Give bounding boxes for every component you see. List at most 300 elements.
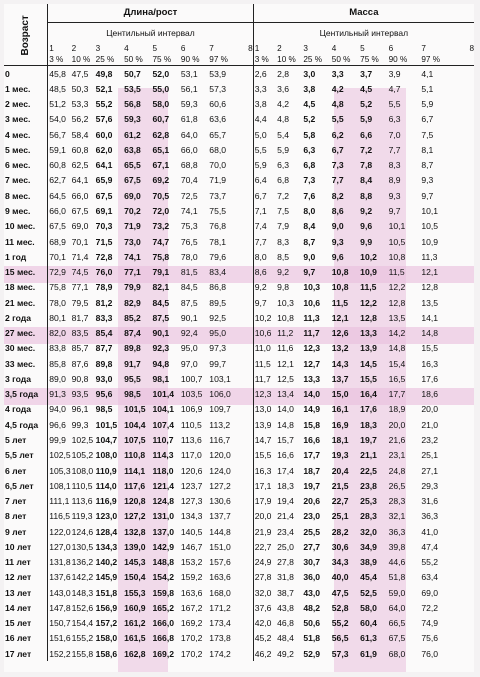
- mass-value: 27,1: [421, 465, 439, 476]
- length-value: 63,6: [209, 114, 227, 125]
- mass-spacer: [453, 66, 474, 82]
- mass-spacer: [453, 310, 474, 325]
- length-value: 79,5: [71, 297, 89, 308]
- length-value: 98,5: [95, 404, 113, 415]
- length-value: 71,9: [209, 175, 227, 186]
- mass-value: 5,9: [360, 114, 373, 125]
- length-value: 82,0: [48, 326, 71, 341]
- mass-value: 7,2: [277, 190, 290, 201]
- mass-value: 20,4: [331, 465, 349, 476]
- length-value: 56,2: [71, 114, 89, 125]
- length-value: 53,3: [71, 99, 89, 110]
- table-row: [4, 539, 474, 554]
- table-row: [4, 356, 474, 371]
- mass-value: 26,5: [388, 480, 406, 491]
- mass-value: 9,7: [421, 190, 434, 201]
- length-value: 89,8: [95, 358, 113, 369]
- length-value: 159,2: [180, 572, 203, 583]
- mass-value: 3,8: [303, 83, 316, 94]
- length-value: 67,1: [152, 160, 170, 171]
- mass-value: 10,2: [360, 251, 377, 262]
- length-value: 67,5: [95, 190, 113, 201]
- mass-spacer: [453, 203, 474, 218]
- length-value: 102,5: [48, 448, 71, 463]
- mass-value: 7,9: [277, 221, 290, 232]
- length-value: 72,5: [180, 190, 198, 201]
- mass-value: 16,6: [277, 450, 294, 461]
- mass-spacer: [453, 432, 474, 447]
- length-value: 83,8: [48, 341, 71, 356]
- mass-value: 3,0: [303, 68, 316, 79]
- length-value: 70,4: [180, 175, 198, 186]
- length-spacer: [243, 646, 253, 661]
- mass-spacer: [453, 631, 474, 646]
- mass-value: 4,1: [421, 68, 434, 79]
- mass-value: 9,7: [388, 206, 401, 217]
- length-value: 152,2: [48, 646, 71, 661]
- length-value: 152,6: [71, 602, 94, 613]
- mass-value: 14,0: [277, 404, 294, 415]
- length-value: 53,1: [180, 68, 198, 79]
- length-value: 154,2: [152, 572, 174, 583]
- length-value: 54,0: [48, 112, 71, 127]
- mass-value: 10,9: [421, 236, 439, 247]
- table-row: [4, 509, 474, 524]
- table-row: [4, 127, 474, 142]
- age-cell: 3,5 года: [5, 389, 39, 400]
- mass-value: 8,6: [253, 264, 276, 279]
- length-value: 111,1: [48, 493, 71, 508]
- mass-spacer: [453, 249, 474, 264]
- mass-value: 19,7: [303, 480, 321, 491]
- length-spacer: [243, 478, 253, 493]
- mass-value: 10,9: [360, 267, 377, 278]
- length-value: 114,1: [124, 465, 146, 476]
- length-value: 87,5: [152, 312, 170, 323]
- length-value: 166,8: [152, 633, 174, 644]
- mass-spacer: [453, 264, 474, 279]
- length-value: 95,6: [95, 389, 113, 400]
- length-value: 137,6: [48, 570, 71, 585]
- length-value: 90,8: [71, 373, 89, 384]
- length-value: 68,8: [180, 160, 198, 171]
- length-value: 66,0: [180, 144, 198, 155]
- mass-percent-label: 75 %: [359, 54, 387, 66]
- length-value: 174,2: [209, 648, 231, 659]
- mass-value: 12,2: [388, 282, 406, 293]
- length-spacer: [243, 264, 253, 279]
- age-cell: 17 лет: [5, 648, 32, 659]
- mass-value: 6,6: [360, 129, 373, 140]
- length-value: 145,9: [95, 572, 118, 583]
- length-value: 168,0: [209, 587, 231, 598]
- mass-value: 21,9: [253, 524, 276, 539]
- mass-value: 21,4: [277, 511, 294, 522]
- mass-spacer: [453, 539, 474, 554]
- mass-value: 6,8: [303, 160, 316, 171]
- length-value: 94,0: [48, 402, 71, 417]
- mass-value: 4,7: [388, 83, 401, 94]
- mass-value: 27,8: [253, 570, 276, 585]
- length-value: 74,7: [152, 236, 170, 247]
- mass-interval-number: 3: [303, 43, 308, 53]
- mass-value: 12,8: [388, 297, 406, 308]
- mass-value: 56,5: [331, 633, 349, 644]
- mass-value: 4,8: [331, 99, 344, 110]
- length-value: 161,5: [124, 633, 146, 644]
- mass-value: 16,3: [253, 463, 276, 478]
- length-percent-label: 10 %: [71, 54, 95, 66]
- age-cell: 15 мес.: [5, 267, 36, 278]
- mass-value: 72,2: [421, 602, 439, 613]
- length-value: 79,6: [209, 251, 227, 262]
- mass-value: 52,5: [360, 587, 377, 598]
- mass-value: 16,1: [331, 404, 349, 415]
- mass-value: 4,2: [277, 99, 290, 110]
- mass-value: 16,4: [360, 389, 377, 400]
- table-row: [4, 81, 474, 96]
- length-spacer: [243, 310, 253, 325]
- mass-value: 25,0: [277, 541, 294, 552]
- mass-spacer: [453, 112, 474, 127]
- mass-value: 27,8: [277, 557, 294, 568]
- length-value: 158,6: [95, 648, 118, 659]
- length-value: 60,0: [95, 129, 113, 140]
- mass-value: 17,7: [303, 450, 321, 461]
- length-value: 45,8: [48, 66, 71, 82]
- length-value: 67,5: [48, 219, 71, 234]
- length-value: 148,8: [152, 557, 174, 568]
- length-value: 100,7: [180, 373, 203, 384]
- age-cell: 33 мес.: [5, 358, 36, 369]
- length-value: 155,2: [71, 633, 94, 644]
- mass-value: 11,3: [421, 251, 438, 262]
- length-value: 79,1: [152, 267, 170, 278]
- length-value: 134,3: [95, 541, 118, 552]
- mass-value: 28,3: [388, 496, 406, 507]
- mass-value: 7,3: [303, 175, 316, 186]
- length-value: 70,5: [152, 190, 170, 201]
- length-spacer: [243, 188, 253, 203]
- length-value: 130,5: [71, 541, 94, 552]
- mass-value: 9,7: [303, 267, 316, 278]
- table-row: [4, 173, 474, 188]
- age-cell: 6 лет: [5, 465, 27, 476]
- table-row: [4, 448, 474, 463]
- age-cell: 13 лет: [5, 587, 32, 598]
- mass-value: 10,8: [331, 267, 349, 278]
- length-spacer: [243, 112, 253, 127]
- age-cell: 11 мес.: [5, 236, 35, 247]
- table-row: [4, 264, 474, 279]
- age-cell: 4 мес.: [5, 129, 31, 140]
- length-spacer: [243, 509, 253, 524]
- length-spacer: [243, 371, 253, 386]
- length-value: 65,9: [95, 175, 113, 186]
- mass-spacer: [453, 524, 474, 539]
- mass-value: 15,5: [360, 373, 377, 384]
- mass-value: 9,6: [360, 221, 373, 232]
- mass-value: 75,6: [421, 633, 439, 644]
- mass-value: 7,4: [253, 219, 276, 234]
- length-value: 85,8: [48, 356, 71, 371]
- length-value: 50,7: [124, 68, 141, 79]
- length-value: 96,1: [71, 404, 89, 415]
- mass-value: 36,0: [303, 572, 321, 583]
- length-value: 116,9: [95, 496, 117, 507]
- length-interval-number: 8: [248, 43, 253, 53]
- length-value: 124,6: [71, 526, 94, 537]
- mass-value: 9,2: [360, 206, 373, 217]
- age-cell: 3 мес.: [5, 114, 31, 125]
- mass-value: 5,5: [331, 114, 344, 125]
- mass-value: 11,5: [331, 297, 349, 308]
- length-value: 120,0: [209, 450, 231, 461]
- mass-value: 32,0: [253, 585, 276, 600]
- age-cell: 16 лет: [5, 633, 32, 644]
- mass-value: 14,3: [331, 358, 349, 369]
- mass-value: 17,1: [253, 478, 276, 493]
- mass-value: 8,5: [277, 251, 290, 262]
- age-cell: 5,5 лет: [5, 450, 34, 461]
- mass-value: 4,2: [331, 83, 344, 94]
- table-row: [4, 524, 474, 539]
- age-cell: 27 мес.: [5, 328, 36, 339]
- length-spacer: [243, 249, 253, 264]
- mass-value: 43,0: [303, 587, 321, 598]
- mass-interval-number: 8: [469, 43, 474, 53]
- mass-value: 10,3: [303, 282, 321, 293]
- length-value: 69,1: [95, 206, 113, 217]
- length-value: 162,8: [124, 648, 146, 659]
- mass-value: 67,5: [388, 633, 406, 644]
- mass-value: 48,4: [277, 633, 294, 644]
- length-value: 83,5: [71, 328, 89, 339]
- length-value: 60,8: [48, 158, 71, 173]
- mass-value: 14,8: [388, 343, 406, 354]
- mass-value: 7,5: [277, 206, 290, 217]
- length-value: 67,5: [124, 175, 141, 186]
- table-row: [4, 280, 474, 295]
- length-value: 66,0: [48, 203, 71, 218]
- mass-percent-label: 10 %: [276, 54, 302, 66]
- mass-value: 12,7: [303, 358, 321, 369]
- length-value: 98,5: [124, 389, 141, 400]
- mass-value: 9,0: [331, 221, 344, 232]
- mass-value: 2,6: [253, 66, 276, 82]
- length-value: 87,5: [180, 297, 198, 308]
- table-row: [4, 66, 474, 82]
- mass-value: 10,6: [303, 297, 321, 308]
- mass-value: 16,9: [331, 419, 349, 430]
- mass-value: 9,9: [360, 236, 373, 247]
- mass-value: 25,3: [360, 496, 377, 507]
- length-value: 87,7: [95, 343, 113, 354]
- mass-value: 15,7: [277, 435, 294, 445]
- mass-value: 8,0: [303, 206, 316, 217]
- mass-value: 10,3: [277, 297, 294, 308]
- age-cell: 1 год: [5, 251, 27, 262]
- mass-value: 36,3: [388, 526, 406, 537]
- mass-value: 11,6: [277, 343, 294, 354]
- table-row: [4, 493, 474, 508]
- length-spacer: [243, 280, 253, 295]
- mass-value: 13,9: [360, 343, 377, 354]
- length-value: 127,2: [209, 480, 231, 491]
- age-cell: 5 лет: [5, 435, 27, 445]
- mass-spacer: [453, 616, 474, 631]
- length-spacer: [243, 326, 253, 341]
- mass-interval-number: 6: [388, 43, 394, 53]
- mass-spacer: [453, 356, 474, 371]
- length-value: 140,5: [180, 526, 203, 537]
- mass-value: 61,3: [360, 633, 377, 644]
- length-spacer: [243, 219, 253, 234]
- length-value: 104,7: [95, 435, 118, 445]
- mass-value: 14,8: [421, 328, 439, 339]
- length-spacer: [243, 463, 253, 478]
- length-value: 151,0: [209, 541, 231, 552]
- length-value: 106,0: [209, 389, 231, 400]
- mass-interval-number: 4: [331, 43, 337, 53]
- mass-value: 36,3: [421, 511, 439, 522]
- mass-value: 15,8: [303, 419, 321, 430]
- mass-value: 15,4: [388, 358, 406, 369]
- mass-value: 17,6: [421, 373, 439, 384]
- mass-value: 29,3: [421, 480, 439, 491]
- mass-value: 8,0: [253, 249, 276, 264]
- length-value: 70,3: [95, 221, 113, 232]
- table-row: [4, 646, 474, 661]
- age-cell: 8 лет: [5, 511, 27, 522]
- length-spacer: [243, 97, 253, 112]
- mass-spacer: [453, 326, 474, 341]
- length-value: 120,8: [124, 496, 146, 507]
- age-cell: 7 мес.: [5, 175, 31, 186]
- mass-value: 41,0: [421, 526, 439, 537]
- length-value: 163,6: [209, 572, 231, 583]
- mass-value: 24,8: [388, 465, 406, 476]
- age-cell: 6 мес.: [5, 160, 31, 171]
- table-row: [4, 341, 474, 356]
- length-spacer: [243, 432, 253, 447]
- length-value: 113,6: [71, 496, 93, 507]
- length-value: 120,6: [180, 465, 203, 476]
- table-row: [4, 310, 474, 325]
- mass-value: 18,9: [388, 404, 406, 415]
- length-value: 93,5: [71, 389, 89, 400]
- length-value: 123,0: [95, 511, 118, 522]
- length-value: 140,2: [95, 557, 118, 568]
- length-percent-label: 97 %: [208, 54, 243, 66]
- mass-value: 13,5: [421, 297, 439, 308]
- mass-interval-number: 7: [421, 43, 426, 53]
- length-value: 101,5: [95, 419, 118, 430]
- mass-value: 23,2: [421, 435, 439, 445]
- mass-value: 12,5: [277, 373, 294, 384]
- length-value: 82,9: [124, 297, 141, 308]
- mass-value: 8,9: [388, 175, 401, 186]
- length-value: 55,2: [95, 99, 113, 110]
- mass-value: 7,1: [253, 203, 276, 218]
- length-value: 99,3: [71, 419, 89, 430]
- length-value: 107,5: [124, 435, 146, 445]
- length-value: 84,5: [180, 282, 198, 293]
- mass-value: 12,1: [421, 267, 439, 278]
- mass-value: 14,1: [421, 312, 439, 323]
- length-value: 74,1: [180, 206, 198, 217]
- length-value: 70,1: [71, 236, 89, 247]
- mass-value: 3,8: [253, 97, 276, 112]
- table-row: [4, 188, 474, 203]
- table-row: [4, 203, 474, 218]
- mass-value: 8,7: [303, 236, 316, 247]
- length-value: 64,1: [71, 175, 89, 186]
- length-value: 136,2: [71, 557, 94, 568]
- length-value: 109,7: [209, 404, 231, 415]
- length-spacer: [243, 631, 253, 646]
- length-value: 69,2: [152, 175, 170, 186]
- table-row: [4, 600, 474, 615]
- mass-value: 6,7: [421, 114, 434, 125]
- length-value: 67,5: [71, 206, 89, 217]
- mass-value: 4,5: [360, 83, 373, 94]
- length-value: 102,5: [71, 435, 94, 445]
- mass-value: 22,7: [331, 496, 349, 507]
- length-value: 90,1: [180, 312, 198, 323]
- length-value: 59,1: [48, 142, 71, 157]
- mass-value: 9,2: [253, 280, 276, 295]
- length-value: 124,0: [209, 465, 231, 476]
- mass-value: 31,8: [277, 572, 294, 583]
- length-value: 58,4: [71, 129, 89, 140]
- length-value: 75,8: [152, 251, 170, 262]
- mass-spacer: [453, 555, 474, 570]
- mass-value: 10,6: [253, 326, 276, 341]
- mass-value: 28,3: [360, 511, 377, 522]
- table-row: [4, 112, 474, 127]
- length-value: 95,5: [124, 373, 141, 384]
- age-cell: 5 мес.: [5, 144, 31, 155]
- mass-spacer: [453, 341, 474, 356]
- mass-value: 25,5: [303, 526, 321, 537]
- length-percent-spacer: [243, 54, 253, 66]
- length-spacer: [243, 539, 253, 554]
- mass-value: 46,8: [277, 618, 294, 629]
- mass-value: 45,4: [360, 572, 377, 583]
- length-value: 143,0: [48, 585, 71, 600]
- length-value: 59,3: [124, 114, 141, 125]
- length-value: 70,2: [124, 206, 141, 217]
- mass-value: 7,3: [331, 160, 344, 171]
- table-row: [4, 417, 474, 432]
- length-value: 85,2: [124, 312, 141, 323]
- length-value: 64,5: [48, 188, 71, 203]
- mass-spacer: [453, 81, 474, 96]
- length-spacer: [243, 234, 253, 249]
- length-spacer: [243, 555, 253, 570]
- mass-value: 14,7: [253, 432, 276, 447]
- length-percent-label: 75 %: [151, 54, 179, 66]
- mass-value: 5,4: [277, 129, 290, 140]
- mass-value: 19,3: [331, 450, 349, 461]
- mass-value: 13,2: [331, 343, 349, 354]
- mass-value: 11,2: [277, 328, 294, 339]
- length-value: 85,7: [71, 343, 89, 354]
- length-value: 80,1: [48, 310, 71, 325]
- length-value: 86,8: [209, 282, 227, 293]
- length-value: 91,7: [124, 358, 141, 369]
